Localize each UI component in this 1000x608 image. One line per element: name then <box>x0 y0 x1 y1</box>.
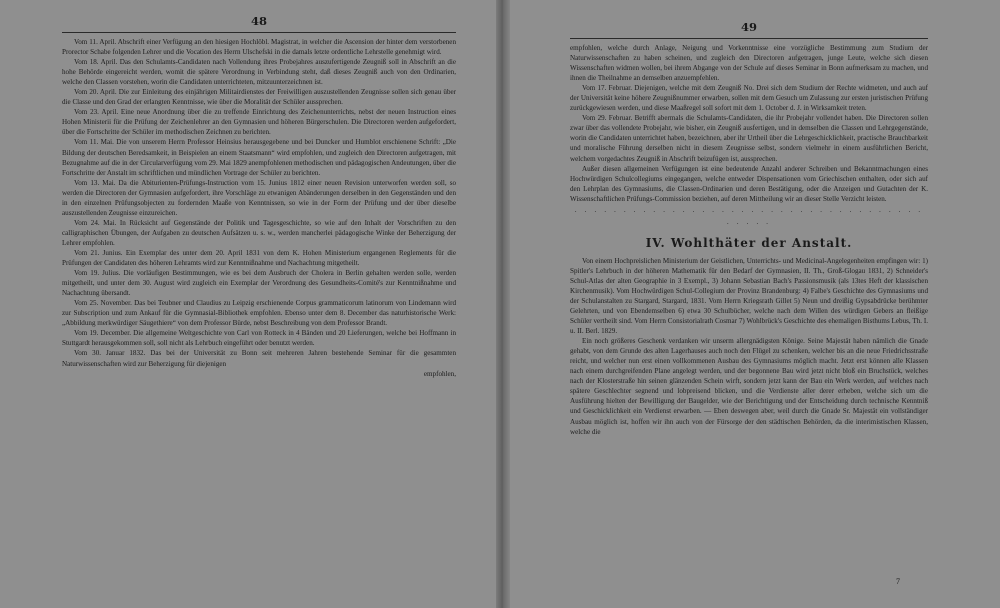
paragraph: Vom 20. April. Die zur Einleitung des einjährigen Militairdienstes der Freiwilligen auszustellenden Zeugnisse sollen sich genau über die Classe und den Grad der erlangten Kenntnisse, wie über die Moralität der Schüler aussprechen. <box>62 88 456 107</box>
paragraph: Vom 11. Mai. Die von unserem Herrn Professor Heinsius herausgegebene und bei Duncker und Humblot erschienene Schrift: „Die Bildung der deutschen Beredsamkeit, in Beispielen an einem Staatsmann“ wird empfohlen, und zugleich den Directoren aufgetragen, mit Bezugnahme auf die in der Circularverfügung vom 29. Mai 1829 anempfohlenen methodischen und pädagogischen Andeutungen, über die Fortschritte der Anstalt im schriftlichen und mündlichen Vortrage der Schüler zu berichten. <box>62 138 456 177</box>
header-rule <box>62 32 456 33</box>
paragraph: Von einem Hochpreislichen Ministerium der Geistlichen, Unterrichts- und Medicinal-Angelegenheiten empfingen wir: 1) Spitler's Lehrbuch in der höheren Mathematik für den Bedarf der Gymnasien, II. Th., Groß-Glogau 1831, 2) Schneider's Schul-Atlas der alten Geographie in 3 Exempl., 3) Johann Sebastian Bach's Passionsmusik (als 13tes Heft der klassischen Kirchenmusik). Vom Hochwürdigen Schul-Collegium der Provinz Brandenburg: 4) Falbe's Geschichte des Gymnasiums und der Schulanstalten zu Stargard, Stargard, 1831. Vom Herrn Kriegsrath Gillet 5) Neun und dreißig Gypsabdrücke berühmter Gelehrten, und von Ebendemselben 6) etwa 30 Schulbücher, welche nach dem Willen des würdigen Gebers an fleißige Schüler vertheilt sind. Vom Herrn Consistorialrath Cosmar 7) Wohlbrück's Geschichte des ehemaligen Bisthums Lebus, Th. I. u. II. Berl. 1829. <box>570 256 928 336</box>
page-number: 49 <box>740 20 757 34</box>
paragraph: Vom 11. April. Abschrift einer Verfügung an den hiesigen Hochlöbl. Magistrat, in welcher die Ascension der hinter dem verstorbenen Prorector Schabe folgenden Lehrer und die Vocation des Herrn Ulschefski in die damals letzte ordentliche Lehrstelle genehmigt wird. <box>62 38 456 57</box>
paragraph: Außer diesen allgemeinen Verfügungen ist eine bedeutende Anzahl anderer Schreiben und Bekanntmachungen eines Hochwürdigen Schulcollegiums eingegangen, welche entweder Dispensationen vom Griechischen enthalten, oder sich auf den Lehrplan des Gymnasiums, die Classen-Ordinarien und deren Bestätigung, oder die Anzeigen und Gutachten der K. Wissenschaftlichen Prüfungs-Commission beziehen, auf deren Mittheilung wir an dieser Stelle Verzicht leisten. <box>570 164 928 203</box>
book-gutter <box>496 0 510 608</box>
paragraph: Ein noch größeres Geschenk verdanken wir unserm allergnädigsten Könige. Seine Majestät haben nämlich die Gnade gehabt, von dem Grunde des alten Lagerhauses auch noch den Flügel zu schenken, welcher bis an die neue Friedrichsstraße reicht, und welcher nun erst einen vollkommenen Ausbau des Gymnasiums möglich macht. Jetzt erst können alle Klassen nach einem durchgreifenden Plane angelegt werden, und der begonnene Bau wird jetzt nicht bloß ein Bruchstück, welches nach der Klosterstraße hin seinen glänzenden Schein wirft, sondern jetzt kann der Bau ein Werk werden, auf welches nach spätere Geschlechter segnend und lobpreisend blicken, und die Verdienste aller derer erheben, welche sich um die Ausführung hielten der Bewilligung der Baugelder, wie der Berichtigung und der Entscheidung durch technische Kenntniß und Geschicklichkeit ein Verdienst erwarben. — Eben deswegen aber, weil durch die Gnade Sr. Majestät ein vollständiger Ausbau möglich ist, hoffen wir ihn auch von der Fürsorge der den städtischen Behörden, da die interimistischen Klassen, welche die <box>570 337 928 436</box>
paragraph: Vom 18. April. Das den Schulamts-Candidaten nach Vollendung ihres Probejahres auszufertigende Zeugniß soll in Abschrift an die hohe Behörde eingereicht werden, womit die spätere Verordnung in Verbindung steht, daß dieses Zeugniß auch von den Ordinarien, welche den Classen vorstehen, worin die Candidaten unterrichteten, mitzuunterzeichnen ist. <box>62 58 456 87</box>
ornamental-divider: · · · · · · · · · · · · · · · · · · · · · · · · · · · · · · · · · · · · · · · · · <box>574 208 924 228</box>
left-page-body <box>62 37 456 379</box>
section-heading: IV. Wohlthäter der Anstalt. <box>645 235 853 250</box>
paragraph: Vom 30. Januar 1832. Das bei der Universität zu Bonn seit mehreren Jahren bestehende Seminar für die gesammten Naturwissenschaften wird zur Beherzigung für diejenigen <box>62 349 456 368</box>
paragraph: Vom 21. Junius. Ein Exemplar des unter dem 20. April 1831 von dem K. Hohen Ministerium ergangenen Reglements für die Prüfungen der Candidaten des höheren Lehramts wird zur Kenntnißnahme und Nachachtung mitgetheilt. <box>62 248 456 268</box>
catchword: empfohlen, <box>423 369 456 378</box>
paragraph: Vom 25. November. Das bei Teubner und Claudius zu Leipzig erschienende Corpus grammaticorum latinorum von Lindemann wird zur Subscription und zum Ankauf für die Gymnasial-Bibliothek empfohlen. Ebenso unter dem 8. December das naturhistorische Werk: „Abbildung merkwürdiger Säugethiere“ von dem Professor Bürde, nebst Beschreibung von dem Professor Brandt. <box>62 299 456 328</box>
paragraph: Vom 13. Mai. Da die Abiturienten-Prüfungs-Instruction vom 15. Junius 1812 einer neuen Revision unterworfen werden soll, so werden die Directoren der Gymnasien aufgefordert, ihre Vorschläge zu etwanigen Abänderungen derselben in den Gegenständen und den in den einzelnen Prüfungsobjecten zu fordernden Maaße von Kenntnissen, so wie in der Form der Prüfung und der über dieselbe auszustellenden Zeugnisse einzureichen. <box>62 178 456 217</box>
header-rule <box>570 38 928 39</box>
page-number: 48 <box>250 14 267 28</box>
right-page-body <box>570 43 928 437</box>
paragraph: empfohlen, welche durch Anlage, Neigung und Vorkenntnisse eine vorzügliche Bestimmung zum Studium der Naturwissenschaften zu haben scheinen, und zugleich den Directoren aufgetragen, junge Leute, welche sich diesen Wissenschaften widmen wollen, bei ihrem Abgange von der Schule auf dieses Seminar in Bonn aufmerksam zu machen, und ihnen die Theilnahme an demselben anzuempfehlen. <box>570 44 928 83</box>
paragraph: Vom 23. April. Eine neue Anordnung über die zu treffende Einrichtung des Zeichenunterrichts, nebst der neuen Instruction eines Hohen Ministerii für die Prüfung der Zeichenlehrer an den Gymnasien und höheren Bürgerschulen. Die Directoren werden aufgefordert, über die Fortschritte der Schüler im methodischen Zeichnen zu berichten. <box>62 108 456 137</box>
left-page <box>0 0 496 608</box>
paragraph: Vom 29. Februar. Betrifft abermals die Schulamts-Candidaten, die ihr Probejahr vollendet haben. Die Directoren sollen zwar über das vollendete Probejahr, wie bisher, ein Zeugniß ausfertigen, und in demselben die Classen und Lehrgegenstände, worin die Candidaten unterrichtet haben, bezeichnen, aber ihr Urtheil über die Lehrgeschicklichkeit, practische Brauchbarkeit und moralische Führung derselben nicht in diesem Zeugnisse selbst, sondern vielmehr in einem ausführlichen Bericht, welchem vorgedachtes Zeugniß in Abschrift beizufügen ist, aussprechen. <box>570 114 928 163</box>
paragraph: Vom 19. December. Die allgemeine Weltgeschichte von Carl von Rotteck in 4 Bänden und 20 Lieferungen, welche bei Hoffmann in Stuttgardt herausgekommen soll, soll nicht als Lehrbuch eingeführt oder benutzt werden. <box>62 329 456 348</box>
signature-mark: 7 <box>896 577 900 586</box>
right-page <box>510 0 1000 608</box>
paragraph: Vom 24. Mai. In Rücksicht auf Gegenstände der Politik und Tagesgeschichte, so wie auf den Inhalt der Vorschriften zu den calligraphischen Übungen, der Aufgaben zu deutschen Aufsätzen u. s. w., werden mancherlei pädagogische Winke der Beherzigung der Lehrer empfohlen. <box>62 218 456 247</box>
paragraph: Vom 19. Julius. Die vorläufigen Bestimmungen, wie es bei dem Ausbruch der Cholera in Berlin gehalten werden solle, werden mitgetheilt, und unter dem 30. August wird zugleich ein Exemplar der Verordnung des Gesundheits-Comité's zur Kenntnißnahme und Nachachtung übersandt. <box>62 269 456 298</box>
paragraph: Vom 17. Februar. Diejenigen, welche mit dem Zeugniß No. Drei sich dem Studium der Rechte widmeten, und auch auf der Universität keine höhere Zeugnißnummer erwarben, sollen mit dem Gesuch um Zulassung zur ersten juristischen Prüfung zurückgewiesen werden, und diese Maaßregel soll sofort mit dem 1. October d. J. in Wirksamkeit treten. <box>570 84 928 113</box>
